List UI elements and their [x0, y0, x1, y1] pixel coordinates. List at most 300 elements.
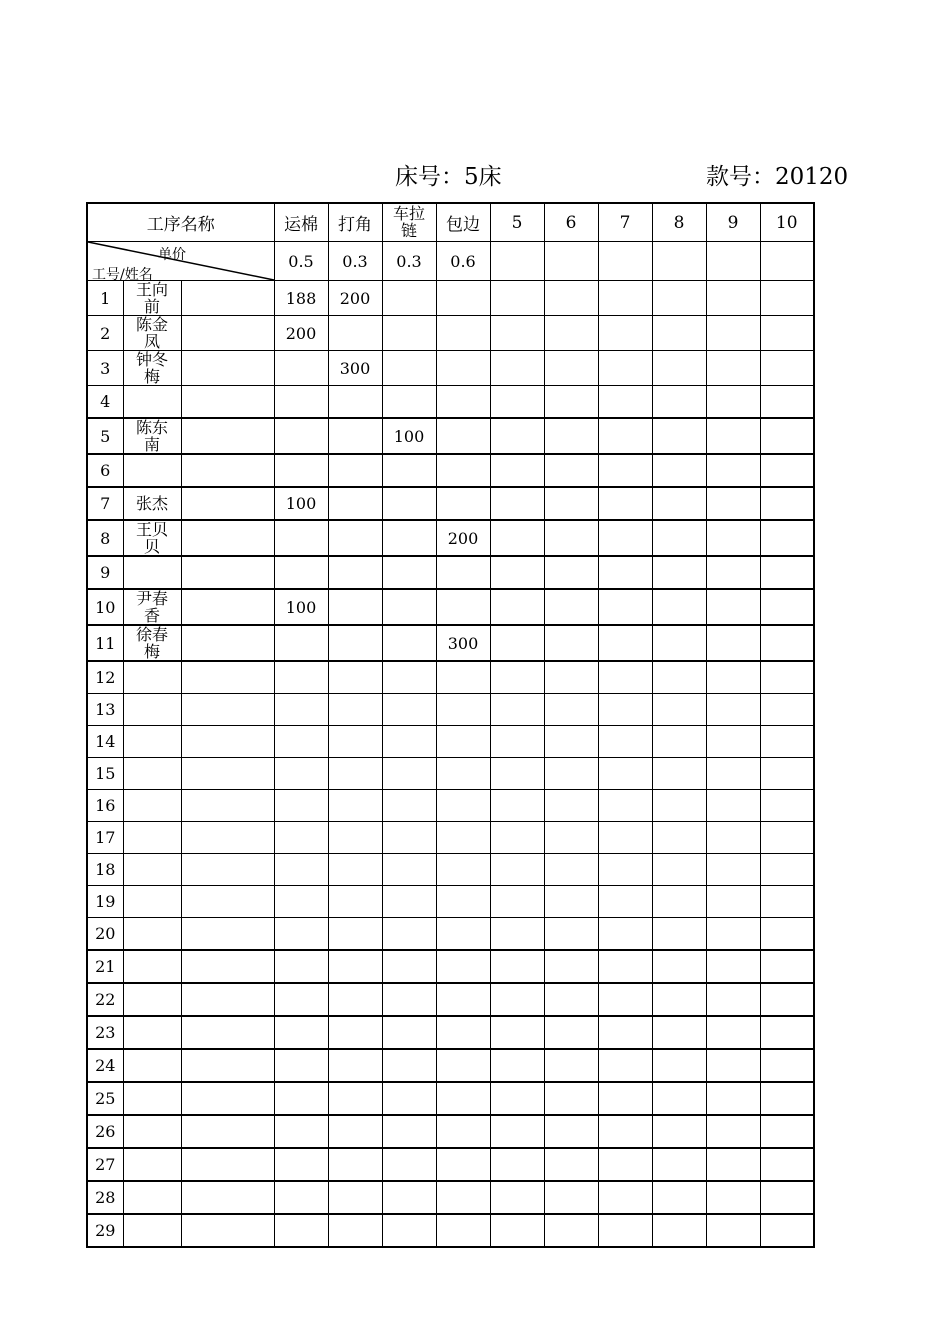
quantity-cell[interactable] — [598, 1148, 652, 1181]
quantity-cell[interactable] — [598, 316, 652, 351]
quantity-cell[interactable] — [598, 1082, 652, 1115]
quantity-cell[interactable] — [652, 983, 706, 1016]
quantity-cell[interactable] — [544, 1115, 598, 1148]
quantity-cell[interactable] — [490, 726, 544, 758]
quantity-cell[interactable] — [544, 983, 598, 1016]
quantity-cell[interactable] — [436, 454, 490, 487]
quantity-cell[interactable] — [652, 1214, 706, 1247]
quantity-cell[interactable] — [328, 1115, 382, 1148]
worker-name-cell[interactable] — [123, 520, 181, 556]
worker-name-cell[interactable] — [123, 758, 181, 790]
worker-name-cell[interactable] — [123, 1214, 181, 1247]
quantity-cell[interactable] — [490, 281, 544, 316]
quantity-cell[interactable] — [274, 950, 328, 983]
quantity-cell[interactable] — [382, 726, 436, 758]
quantity-cell[interactable] — [436, 386, 490, 419]
quantity-cell[interactable] — [490, 1016, 544, 1049]
quantity-cell[interactable] — [328, 418, 382, 454]
blank-cell[interactable] — [181, 316, 274, 351]
quantity-cell[interactable] — [436, 694, 490, 726]
quantity-cell[interactable] — [706, 589, 760, 625]
quantity-cell[interactable] — [652, 854, 706, 886]
quantity-cell[interactable] — [652, 1049, 706, 1082]
worker-name-cell[interactable] — [123, 1049, 181, 1082]
quantity-cell[interactable] — [382, 454, 436, 487]
quantity-cell[interactable] — [544, 281, 598, 316]
quantity-cell[interactable] — [544, 1148, 598, 1181]
quantity-cell[interactable] — [706, 854, 760, 886]
quantity-cell[interactable] — [706, 1115, 760, 1148]
worker-name-cell[interactable] — [123, 822, 181, 854]
quantity-cell[interactable] — [544, 454, 598, 487]
blank-cell[interactable] — [181, 886, 274, 918]
quantity-cell[interactable] — [544, 487, 598, 520]
quantity-cell[interactable] — [274, 726, 328, 758]
quantity-cell[interactable] — [436, 854, 490, 886]
quantity-cell[interactable] — [598, 822, 652, 854]
quantity-cell[interactable] — [436, 983, 490, 1016]
quantity-cell[interactable] — [274, 822, 328, 854]
quantity-cell[interactable] — [652, 918, 706, 951]
quantity-cell[interactable] — [490, 1049, 544, 1082]
quantity-cell[interactable] — [328, 386, 382, 419]
quantity-cell[interactable] — [436, 316, 490, 351]
quantity-cell[interactable] — [706, 661, 760, 694]
quantity-cell[interactable] — [274, 790, 328, 822]
quantity-cell[interactable] — [598, 950, 652, 983]
worker-name-cell[interactable] — [123, 351, 181, 386]
quantity-cell[interactable] — [652, 758, 706, 790]
quantity-cell[interactable] — [490, 758, 544, 790]
quantity-cell[interactable] — [760, 316, 814, 351]
quantity-cell[interactable] — [274, 556, 328, 589]
quantity-cell[interactable] — [706, 556, 760, 589]
quantity-cell[interactable] — [706, 520, 760, 556]
quantity-cell[interactable] — [382, 281, 436, 316]
blank-cell[interactable] — [181, 625, 274, 661]
quantity-cell[interactable] — [328, 1016, 382, 1049]
quantity-cell[interactable] — [274, 454, 328, 487]
quantity-cell[interactable] — [382, 758, 436, 790]
quantity-cell[interactable] — [328, 758, 382, 790]
quantity-cell[interactable] — [598, 589, 652, 625]
quantity-cell[interactable] — [490, 556, 544, 589]
quantity-cell[interactable] — [544, 316, 598, 351]
quantity-cell[interactable] — [598, 454, 652, 487]
quantity-cell[interactable] — [544, 418, 598, 454]
worker-name-cell[interactable] — [123, 918, 181, 951]
worker-name-cell[interactable] — [123, 281, 181, 316]
quantity-cell[interactable] — [382, 918, 436, 951]
quantity-cell[interactable] — [544, 886, 598, 918]
quantity-cell[interactable] — [436, 726, 490, 758]
worker-name-cell[interactable] — [123, 454, 181, 487]
worker-name-cell[interactable] — [123, 983, 181, 1016]
quantity-cell[interactable]: 300 — [328, 351, 382, 386]
quantity-cell[interactable] — [382, 1016, 436, 1049]
quantity-cell[interactable] — [544, 589, 598, 625]
quantity-cell[interactable] — [706, 1082, 760, 1115]
quantity-cell[interactable] — [652, 589, 706, 625]
quantity-cell[interactable] — [274, 886, 328, 918]
quantity-cell[interactable] — [382, 661, 436, 694]
quantity-cell[interactable] — [598, 790, 652, 822]
blank-cell[interactable] — [181, 1181, 274, 1214]
quantity-cell[interactable]: 200 — [328, 281, 382, 316]
quantity-cell[interactable] — [598, 1016, 652, 1049]
worker-name-cell[interactable] — [123, 556, 181, 589]
quantity-cell[interactable] — [706, 418, 760, 454]
quantity-cell[interactable] — [328, 950, 382, 983]
quantity-cell[interactable] — [490, 1214, 544, 1247]
quantity-cell[interactable] — [652, 1181, 706, 1214]
quantity-cell[interactable] — [598, 726, 652, 758]
worker-name-cell[interactable] — [123, 316, 181, 351]
quantity-cell[interactable] — [652, 950, 706, 983]
quantity-cell[interactable] — [490, 854, 544, 886]
quantity-cell[interactable] — [544, 1049, 598, 1082]
quantity-cell[interactable] — [706, 886, 760, 918]
quantity-cell[interactable] — [436, 1181, 490, 1214]
unit-price-3[interactable]: 0.3 — [382, 242, 436, 281]
quantity-cell[interactable] — [760, 418, 814, 454]
quantity-cell[interactable] — [328, 589, 382, 625]
unit-price-2[interactable]: 0.3 — [328, 242, 382, 281]
quantity-cell[interactable] — [598, 918, 652, 951]
quantity-cell[interactable] — [706, 758, 760, 790]
quantity-cell[interactable] — [274, 418, 328, 454]
quantity-cell[interactable] — [652, 790, 706, 822]
quantity-cell[interactable]: 100 — [274, 589, 328, 625]
quantity-cell[interactable] — [598, 854, 652, 886]
worker-name-cell[interactable] — [123, 418, 181, 454]
quantity-cell[interactable] — [436, 1214, 490, 1247]
quantity-cell[interactable] — [328, 1214, 382, 1247]
quantity-cell[interactable] — [652, 487, 706, 520]
quantity-cell[interactable] — [652, 822, 706, 854]
quantity-cell[interactable] — [544, 1016, 598, 1049]
quantity-cell[interactable] — [652, 625, 706, 661]
quantity-cell[interactable] — [490, 918, 544, 951]
quantity-cell[interactable] — [706, 950, 760, 983]
quantity-cell[interactable] — [760, 281, 814, 316]
quantity-cell[interactable] — [598, 758, 652, 790]
quantity-cell[interactable] — [328, 520, 382, 556]
quantity-cell[interactable] — [706, 1181, 760, 1214]
quantity-cell[interactable]: 200 — [274, 316, 328, 351]
quantity-cell[interactable] — [760, 758, 814, 790]
quantity-cell[interactable] — [760, 351, 814, 386]
blank-cell[interactable] — [181, 556, 274, 589]
quantity-cell[interactable] — [436, 950, 490, 983]
quantity-cell[interactable] — [760, 1016, 814, 1049]
quantity-cell[interactable] — [598, 1214, 652, 1247]
quantity-cell[interactable] — [328, 316, 382, 351]
quantity-cell[interactable] — [436, 661, 490, 694]
quantity-cell[interactable] — [436, 822, 490, 854]
quantity-cell[interactable] — [760, 454, 814, 487]
quantity-cell[interactable] — [760, 1049, 814, 1082]
quantity-cell[interactable] — [382, 694, 436, 726]
blank-cell[interactable] — [181, 758, 274, 790]
quantity-cell[interactable] — [544, 556, 598, 589]
quantity-cell[interactable] — [382, 1115, 436, 1148]
quantity-cell[interactable] — [490, 790, 544, 822]
quantity-cell[interactable] — [760, 589, 814, 625]
quantity-cell[interactable] — [328, 487, 382, 520]
quantity-cell[interactable] — [652, 386, 706, 419]
quantity-cell[interactable] — [598, 661, 652, 694]
worker-name-cell[interactable] — [123, 1016, 181, 1049]
quantity-cell[interactable] — [598, 520, 652, 556]
unit-price-1[interactable]: 0.5 — [274, 242, 328, 281]
quantity-cell[interactable] — [760, 1082, 814, 1115]
quantity-cell[interactable] — [490, 386, 544, 419]
blank-cell[interactable] — [181, 950, 274, 983]
blank-cell[interactable] — [181, 418, 274, 454]
quantity-cell[interactable] — [490, 1181, 544, 1214]
worker-name-cell[interactable] — [123, 1082, 181, 1115]
quantity-cell[interactable] — [706, 983, 760, 1016]
quantity-cell[interactable] — [274, 1115, 328, 1148]
blank-cell[interactable] — [181, 661, 274, 694]
quantity-cell[interactable] — [490, 589, 544, 625]
quantity-cell[interactable] — [706, 822, 760, 854]
quantity-cell[interactable] — [544, 520, 598, 556]
quantity-cell[interactable] — [436, 556, 490, 589]
blank-cell[interactable] — [181, 589, 274, 625]
quantity-cell[interactable] — [328, 886, 382, 918]
blank-cell[interactable] — [181, 1049, 274, 1082]
quantity-cell[interactable] — [706, 726, 760, 758]
quantity-cell[interactable] — [274, 1214, 328, 1247]
quantity-cell[interactable] — [382, 625, 436, 661]
quantity-cell[interactable]: 200 — [436, 520, 490, 556]
quantity-cell[interactable] — [760, 886, 814, 918]
quantity-cell[interactable] — [328, 556, 382, 589]
quantity-cell[interactable] — [490, 454, 544, 487]
quantity-cell[interactable] — [490, 351, 544, 386]
quantity-cell[interactable] — [490, 520, 544, 556]
quantity-cell[interactable] — [598, 625, 652, 661]
quantity-cell[interactable] — [544, 1181, 598, 1214]
quantity-cell[interactable] — [706, 281, 760, 316]
quantity-cell[interactable] — [436, 1148, 490, 1181]
quantity-cell[interactable] — [544, 661, 598, 694]
quantity-cell[interactable] — [328, 454, 382, 487]
quantity-cell[interactable] — [274, 520, 328, 556]
quantity-cell[interactable] — [760, 790, 814, 822]
quantity-cell[interactable] — [436, 351, 490, 386]
unit-price-7[interactable] — [598, 242, 652, 281]
quantity-cell[interactable] — [328, 822, 382, 854]
quantity-cell[interactable] — [328, 790, 382, 822]
quantity-cell[interactable] — [706, 386, 760, 419]
quantity-cell[interactable] — [274, 1181, 328, 1214]
unit-price-4[interactable]: 0.6 — [436, 242, 490, 281]
quantity-cell[interactable] — [436, 418, 490, 454]
quantity-cell[interactable] — [598, 1115, 652, 1148]
quantity-cell[interactable] — [328, 983, 382, 1016]
quantity-cell[interactable] — [760, 1181, 814, 1214]
quantity-cell[interactable]: 188 — [274, 281, 328, 316]
quantity-cell[interactable]: 100 — [382, 418, 436, 454]
quantity-cell[interactable] — [328, 726, 382, 758]
blank-cell[interactable] — [181, 1016, 274, 1049]
quantity-cell[interactable] — [652, 886, 706, 918]
quantity-cell[interactable] — [436, 918, 490, 951]
quantity-cell[interactable] — [382, 822, 436, 854]
quantity-cell[interactable] — [598, 694, 652, 726]
quantity-cell[interactable] — [760, 694, 814, 726]
unit-price-9[interactable] — [706, 242, 760, 281]
quantity-cell[interactable] — [382, 386, 436, 419]
quantity-cell[interactable] — [436, 487, 490, 520]
quantity-cell[interactable]: 300 — [436, 625, 490, 661]
quantity-cell[interactable] — [652, 556, 706, 589]
quantity-cell[interactable] — [490, 1148, 544, 1181]
quantity-cell[interactable] — [598, 418, 652, 454]
quantity-cell[interactable] — [544, 694, 598, 726]
quantity-cell[interactable] — [598, 886, 652, 918]
quantity-cell[interactable] — [490, 694, 544, 726]
quantity-cell[interactable] — [652, 1082, 706, 1115]
quantity-cell[interactable] — [328, 1148, 382, 1181]
quantity-cell[interactable] — [598, 1181, 652, 1214]
quantity-cell[interactable] — [544, 950, 598, 983]
quantity-cell[interactable] — [706, 316, 760, 351]
quantity-cell[interactable] — [706, 1049, 760, 1082]
quantity-cell[interactable] — [544, 822, 598, 854]
quantity-cell[interactable] — [760, 983, 814, 1016]
quantity-cell[interactable] — [598, 1049, 652, 1082]
quantity-cell[interactable] — [652, 316, 706, 351]
quantity-cell[interactable] — [760, 520, 814, 556]
quantity-cell[interactable] — [382, 1082, 436, 1115]
blank-cell[interactable] — [181, 918, 274, 951]
quantity-cell[interactable] — [652, 281, 706, 316]
quantity-cell[interactable] — [598, 386, 652, 419]
blank-cell[interactable] — [181, 1115, 274, 1148]
quantity-cell[interactable] — [274, 854, 328, 886]
quantity-cell[interactable] — [652, 694, 706, 726]
worker-name-cell[interactable] — [123, 694, 181, 726]
worker-name-cell[interactable] — [123, 386, 181, 419]
quantity-cell[interactable] — [652, 661, 706, 694]
quantity-cell[interactable] — [436, 589, 490, 625]
quantity-cell[interactable] — [760, 1148, 814, 1181]
quantity-cell[interactable] — [382, 983, 436, 1016]
blank-cell[interactable] — [181, 351, 274, 386]
quantity-cell[interactable] — [382, 1214, 436, 1247]
quantity-cell[interactable] — [652, 1115, 706, 1148]
blank-cell[interactable] — [181, 822, 274, 854]
quantity-cell[interactable] — [382, 1049, 436, 1082]
quantity-cell[interactable] — [328, 625, 382, 661]
quantity-cell[interactable] — [652, 520, 706, 556]
quantity-cell[interactable] — [274, 386, 328, 419]
quantity-cell[interactable] — [760, 386, 814, 419]
quantity-cell[interactable] — [706, 790, 760, 822]
worker-name-cell[interactable] — [123, 1181, 181, 1214]
quantity-cell[interactable] — [328, 661, 382, 694]
quantity-cell[interactable] — [490, 1115, 544, 1148]
blank-cell[interactable] — [181, 281, 274, 316]
quantity-cell[interactable] — [598, 983, 652, 1016]
quantity-cell[interactable] — [382, 589, 436, 625]
blank-cell[interactable] — [181, 1214, 274, 1247]
quantity-cell[interactable] — [274, 983, 328, 1016]
quantity-cell[interactable] — [382, 1181, 436, 1214]
quantity-cell[interactable] — [544, 625, 598, 661]
quantity-cell[interactable] — [436, 1049, 490, 1082]
quantity-cell[interactable] — [760, 822, 814, 854]
unit-price-8[interactable] — [652, 242, 706, 281]
quantity-cell[interactable] — [490, 487, 544, 520]
quantity-cell[interactable] — [382, 487, 436, 520]
quantity-cell[interactable] — [382, 351, 436, 386]
quantity-cell[interactable] — [544, 758, 598, 790]
quantity-cell[interactable] — [760, 918, 814, 951]
quantity-cell[interactable] — [544, 726, 598, 758]
quantity-cell[interactable] — [760, 625, 814, 661]
quantity-cell[interactable] — [436, 1115, 490, 1148]
worker-name-cell[interactable] — [123, 1115, 181, 1148]
worker-name-cell[interactable] — [123, 854, 181, 886]
blank-cell[interactable] — [181, 983, 274, 1016]
quantity-cell[interactable] — [544, 790, 598, 822]
quantity-cell[interactable] — [328, 1181, 382, 1214]
blank-cell[interactable] — [181, 726, 274, 758]
quantity-cell[interactable] — [760, 661, 814, 694]
quantity-cell[interactable] — [760, 1115, 814, 1148]
quantity-cell[interactable] — [274, 1082, 328, 1115]
quantity-cell[interactable] — [382, 854, 436, 886]
quantity-cell[interactable]: 100 — [274, 487, 328, 520]
quantity-cell[interactable] — [274, 625, 328, 661]
blank-cell[interactable] — [181, 694, 274, 726]
unit-price-10[interactable] — [760, 242, 814, 281]
worker-name-cell[interactable] — [123, 950, 181, 983]
quantity-cell[interactable] — [544, 351, 598, 386]
quantity-cell[interactable] — [598, 556, 652, 589]
worker-name-cell[interactable] — [123, 661, 181, 694]
quantity-cell[interactable] — [490, 822, 544, 854]
quantity-cell[interactable] — [436, 281, 490, 316]
blank-cell[interactable] — [181, 1082, 274, 1115]
quantity-cell[interactable] — [490, 625, 544, 661]
quantity-cell[interactable] — [490, 418, 544, 454]
quantity-cell[interactable] — [274, 1016, 328, 1049]
quantity-cell[interactable] — [382, 790, 436, 822]
quantity-cell[interactable] — [274, 1148, 328, 1181]
quantity-cell[interactable] — [382, 950, 436, 983]
quantity-cell[interactable] — [382, 1148, 436, 1181]
quantity-cell[interactable] — [274, 351, 328, 386]
quantity-cell[interactable] — [544, 918, 598, 951]
quantity-cell[interactable] — [328, 694, 382, 726]
quantity-cell[interactable] — [436, 886, 490, 918]
quantity-cell[interactable] — [436, 758, 490, 790]
quantity-cell[interactable] — [706, 1148, 760, 1181]
blank-cell[interactable] — [181, 487, 274, 520]
quantity-cell[interactable] — [598, 487, 652, 520]
quantity-cell[interactable] — [490, 950, 544, 983]
quantity-cell[interactable] — [760, 556, 814, 589]
worker-name-cell[interactable] — [123, 487, 181, 520]
quantity-cell[interactable] — [274, 694, 328, 726]
quantity-cell[interactable] — [382, 556, 436, 589]
